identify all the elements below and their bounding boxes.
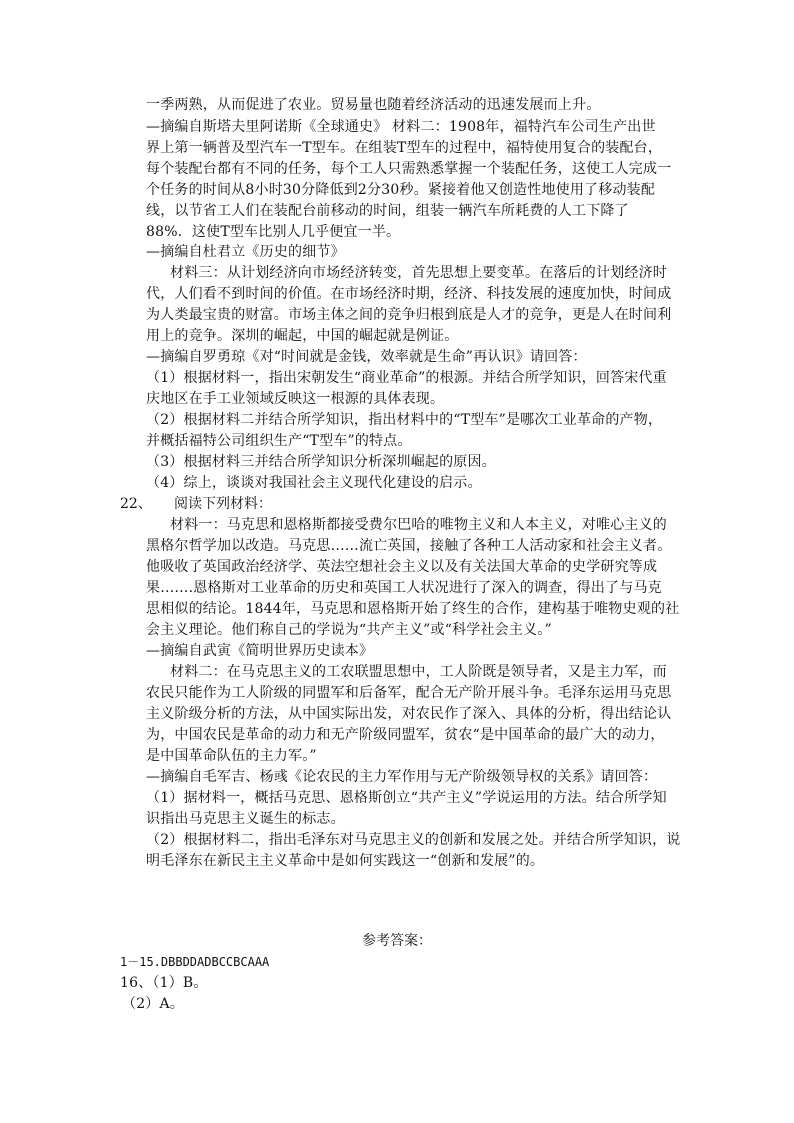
q21-subquestion-3: （3）根据材料三并结合所学知识分析深圳崛起的原因。 [146,454,496,470]
q22-subquestion-2-cont: 明毛泽东在新民主主义革命中是如何实践这一“创新和发展”的。 [146,853,545,869]
answer-line-16-1: 16、（1）B。 [120,975,208,991]
q22-subquestion-1-cont: 识指出马克思主义诞生的标志。 [146,811,345,827]
q21-line-4: 每个装配台都有不同的任务，每个工人只需熟悉掌握一个装配任务，这使工人完成一 [146,161,672,177]
q22-material-1-line-1: 材料一：马克思和恩格斯都接受费尔巴哈的唯物主义和人本主义，对唯心主义的 [170,517,667,533]
q21-material-3-line-3: 为人类最宝贵的财富。市场主体之间的竞争归根到底是人才的竞争，更是人在时间利 [146,307,672,323]
q22-material-1-line-5: 思相似的结论。1844年，马克思和恩格斯开始了终生的合作，建构基于唯物史观的社 [146,601,680,617]
answer-line-1-15: 1－15.DBBDDADBCCBCAAA [120,955,270,969]
source-citation: —摘编自罗勇琼《对“时间就是金钱，效率就是生命”再认识》请回答： [146,349,587,365]
q21-subquestion-2-cont: 并概括福特公司组织生产“T型车”的特点。 [146,433,412,449]
q22-material-1-line-4: 果…….恩格斯对工业革命的历史和英国工人状况进行了深入的调查，得出了与马克 [146,580,662,596]
q22-subquestion-1: （1）据材料一，概括马克思、恩格斯创立“共产主义”学说运用的方法。结合所学知 [146,790,667,806]
answer-line-16-2: （2）A。 [122,996,185,1012]
question-heading: 阅读下列材料： [174,496,272,512]
source-citation: —摘编自武寅《简明世界历史读本》 [146,643,374,659]
q21-line-2: —摘编自斯塔夫里阿诺斯《全球通史》 材料二：1908年，福特汽车公司生产出世 [146,119,656,135]
q22-material-1-line-2: 黑格尔哲学加以改造。马克思……流亡英国，接触了各种工人活动家和社会主义者。 [146,538,672,554]
q21-subquestion-1: （1）根据材料一，指出宋朝发生“商业革命”的根源。并结合所学知识，回答宋代重 [146,370,667,386]
q21-material-3-line-4: 用上的竞争。深圳的崛起，中国的崛起就是例证。 [146,328,459,344]
q21-subquestion-1-cont: 庆地区在手工业领域反映这一根源的具体表现。 [146,391,445,407]
q21-subquestion-4: （4）综上，谈谈对我国社会主义现代化建设的启示。 [146,475,482,491]
question-number: 22、 [120,496,152,512]
q21-material-3-line-2: 代，人们看不到时间的价值。在市场经济时期，经济、科技发展的速度加快，时间成 [146,286,672,302]
q21-line-6: 线，以节省工人们在装配台前移动的时间，组装一辆汽车所耗费的人工下降了 [146,203,629,219]
q22-material-2-line-5: 是中国革命队伍的主力军。” [146,748,317,764]
q22-material-1-line-3: 他吸收了英国政治经济学、英法空想社会主义以及有关法国大革命的史学研究等成 [146,559,658,575]
q22-material-2-line-3: 主义阶级分析的方法，从中国实际出发，对农民作了深入、具体的分析，得出结论认 [146,706,672,722]
q21-line-7: 88%．这使T型车比别人几乎便宜一半。 [146,224,401,240]
source-citation: —摘编自杜君立《历史的细节》 [146,244,345,260]
source-citation: —摘编自毛军吉、杨彧《论农民的主力军作用与无产阶级领导权的关系》请回答： [146,769,658,785]
q22-material-1-line-6: 会主义理论。他们称自己的学说为“共产主义”或“科学社会主义。” [146,622,552,638]
q22-material-2-line-1: 材料二：在马克思主义的工农联盟思想中，工人阶既是领导者，又是主力军，而 [170,664,667,680]
q21-line-3: 界上第一辆普及型汽车一T型车。在组装T型车的过程中，福特使用复合的装配台， [146,140,663,156]
q21-line-1: 一季两熟，从而促进了农业。贸易量也随着经济活动的迅速发展而上升。 [146,97,601,113]
q21-material-3-line-1: 材料三：从计划经济向市场经济转变，首先思想上要变革。在落后的计划经济时 [170,265,667,281]
q21-line-5: 个任务的时间从8小时30分降低到2分30秒。紧接着他又创造性地使用了移动装配 [146,182,656,198]
q22-material-2-line-2: 农民只能作为工人阶级的同盟军和后备军，配合无产阶开展斗争。毛泽东运用马克思 [146,685,672,701]
q22-material-2-line-4: 为，中国农民是革命的动力和无产阶级同盟军，贫农“是中国革命的最广大的动力， [146,727,665,743]
answer-key-title: 参考答案： [362,933,432,949]
q22-subquestion-2: （2）根据材料二，指出毛泽东对马克思主义的创新和发展之处。并结合所学知识，说 [146,832,681,848]
q21-subquestion-2: （2）根据材料二并结合所学知识，指出材料中的“T型车”是哪次工业革命的产物， [146,412,663,428]
